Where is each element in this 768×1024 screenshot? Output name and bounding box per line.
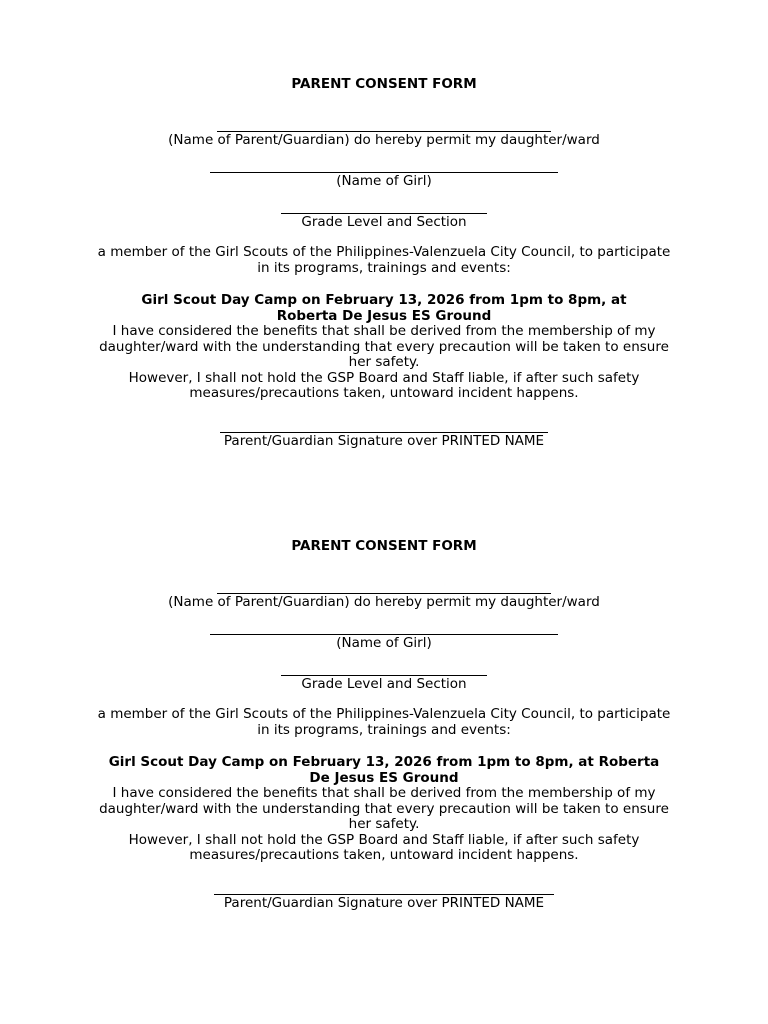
event-line-2: De Jesus ES Ground (309, 770, 459, 786)
event-details (0, 292, 768, 324)
grade-section-caption: Grade Level and Section (301, 214, 467, 230)
girl-name-caption: (Name of Girl) (336, 635, 432, 651)
event-line-1: Girl Scout Day Camp on February 13, 2026 from 1pm to 8pm, at (141, 292, 627, 308)
benefits-statement: I have considered the benefits that shall be derived from the membership of my daughter/ward with the understanding that every precaution will be taken to ensure her safety. (99, 323, 669, 370)
parent-name-caption: (Name of Parent/Guardian) do hereby permit my daughter/ward (168, 594, 600, 610)
girl-name-caption: (Name of Girl) (336, 173, 432, 189)
benefits-statement: I have considered the benefits that shall be derived from the membership of my daughter/ward with the understanding that every precaution will be taken to ensure her safety. (99, 785, 669, 832)
grade-section-caption: Grade Level and Section (301, 676, 467, 692)
consent-form-2 (0, 538, 768, 911)
event-line-1: Girl Scout Day Camp on February 13, 2026 from 1pm to 8pm, at Roberta (108, 754, 660, 770)
consent-form-1 (0, 76, 768, 449)
liability-statement: However, I shall not hold the GSP Board and Staff liable, if after such safety measures/precautions taken, untoward incident happens. (128, 831, 640, 863)
signature-caption: Parent/Guardian Signature over PRINTED NAME (223, 894, 545, 911)
member-statement: a member of the Girl Scouts of the Philippines-Valenzuela City Council, to participate in its programs, trainings and events: (97, 244, 671, 276)
parent-name-caption: (Name of Parent/Guardian) do hereby permit my daughter/ward (168, 132, 600, 148)
liability-statement: However, I shall not hold the GSP Board and Staff liable, if after such safety measures/precautions taken, untoward incident happens. (128, 369, 640, 401)
event-details (0, 754, 768, 786)
form-title: PARENT CONSENT FORM (291, 538, 477, 554)
signature-caption: Parent/Guardian Signature over PRINTED NAME (223, 432, 545, 449)
member-statement: a member of the Girl Scouts of the Philippines-Valenzuela City Council, to participate in its programs, trainings and events: (97, 706, 671, 738)
form-title: PARENT CONSENT FORM (291, 76, 477, 92)
event-line-2: Roberta De Jesus ES Ground (276, 308, 492, 324)
